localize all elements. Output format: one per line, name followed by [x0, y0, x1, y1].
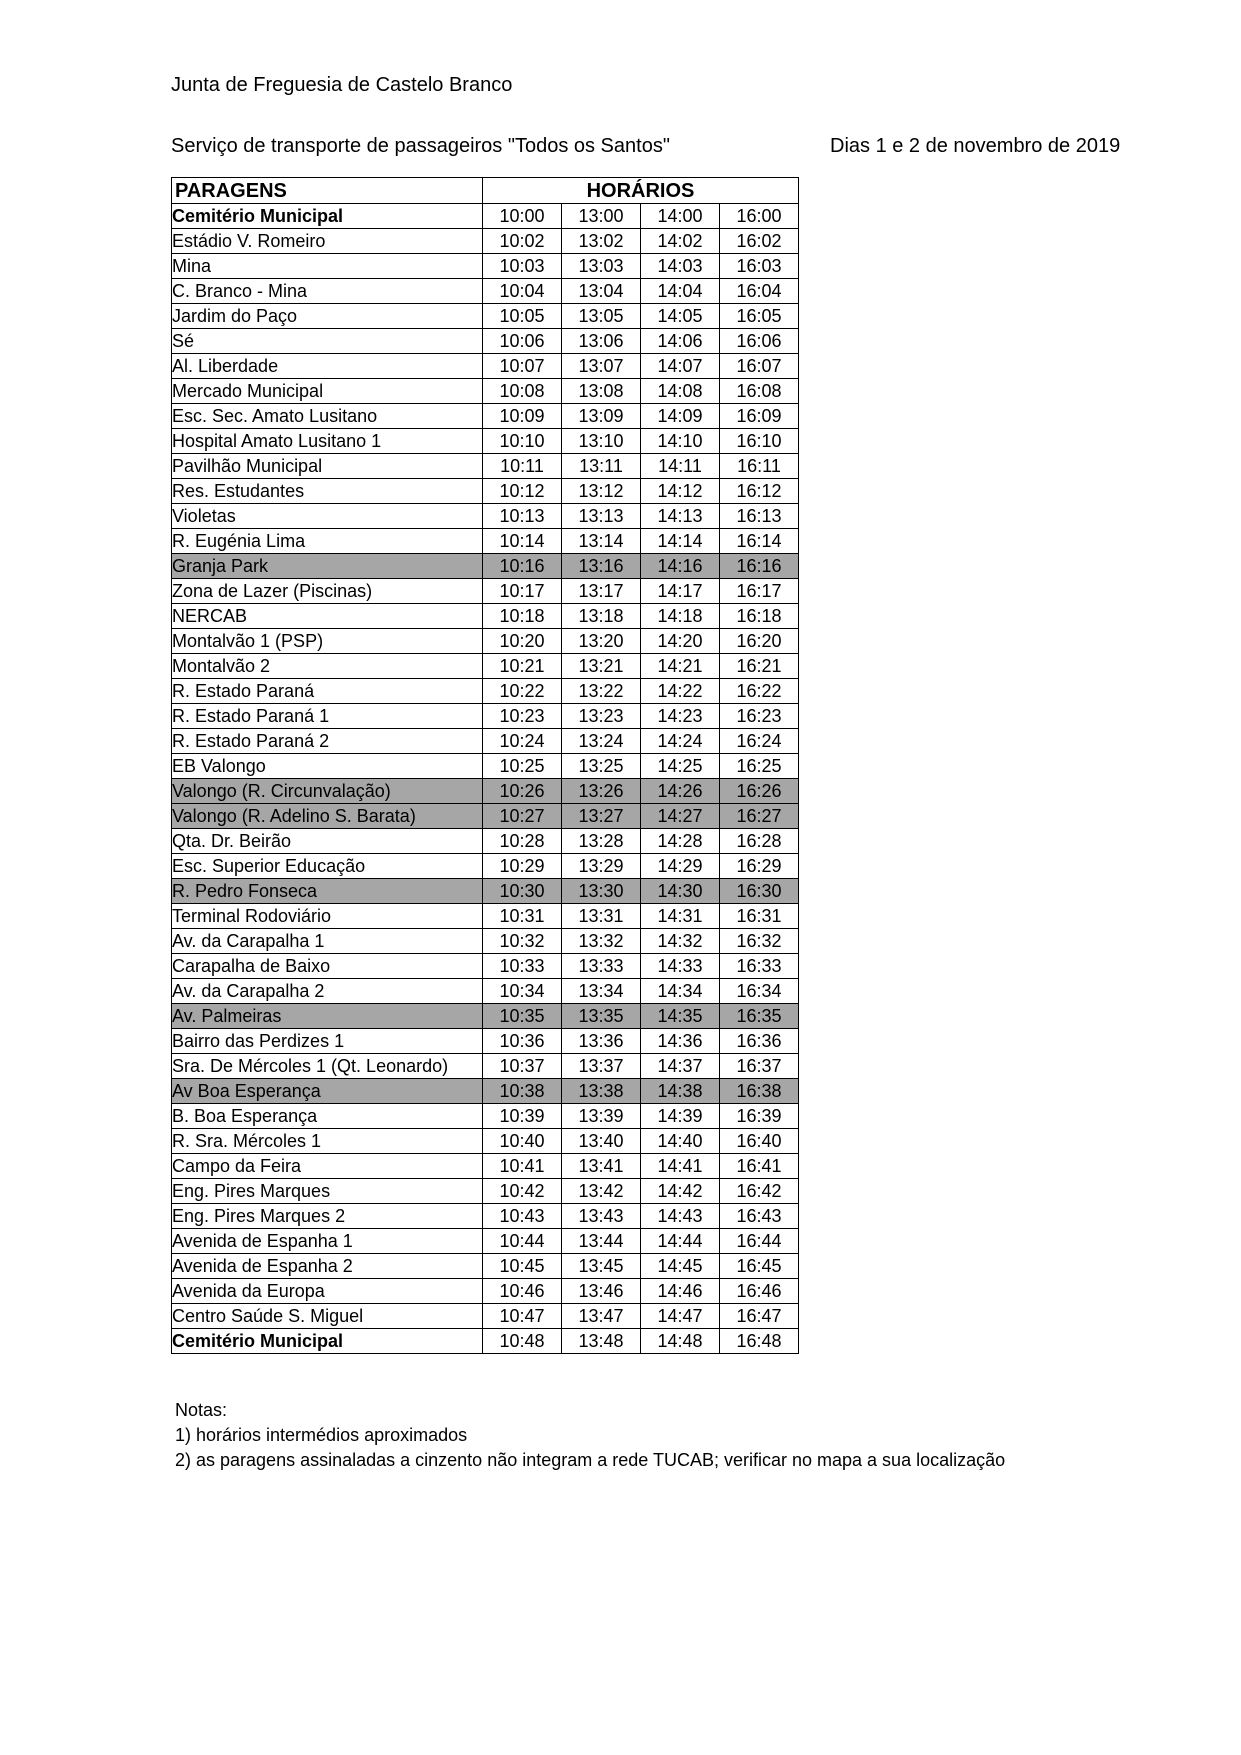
departure-time: 14:07 [641, 354, 720, 379]
table-row [172, 354, 799, 379]
departure-time: 14:23 [641, 704, 720, 729]
departure-time: 16:17 [720, 579, 799, 604]
table-row [172, 204, 799, 229]
departure-time: 13:13 [562, 504, 641, 529]
departure-time: 13:18 [562, 604, 641, 629]
table-row [172, 454, 799, 479]
departure-time: 16:32 [720, 929, 799, 954]
departure-time: 13:25 [562, 754, 641, 779]
departure-time: 10:32 [483, 929, 562, 954]
departure-time: 10:21 [483, 654, 562, 679]
departure-time: 16:25 [720, 754, 799, 779]
departure-time: 14:40 [641, 1129, 720, 1154]
stop-name: Pavilhão Municipal [172, 454, 483, 479]
departure-time: 10:35 [483, 1004, 562, 1029]
stop-name: Av Boa Esperança [172, 1079, 483, 1104]
departure-time: 13:37 [562, 1054, 641, 1079]
departure-time: 16:00 [720, 204, 799, 229]
stop-name: Av. da Carapalha 2 [172, 979, 483, 1004]
stop-name: Jardim do Paço [172, 304, 483, 329]
table-row [172, 329, 799, 354]
table-row [172, 229, 799, 254]
departure-time: 10:06 [483, 329, 562, 354]
table-row [172, 1279, 799, 1304]
departure-time: 14:34 [641, 979, 720, 1004]
departure-time: 14:18 [641, 604, 720, 629]
departure-time: 14:00 [641, 204, 720, 229]
departure-time: 16:43 [720, 1204, 799, 1229]
stop-name: Bairro das Perdizes 1 [172, 1029, 483, 1054]
table-row [172, 1204, 799, 1229]
departure-time: 10:37 [483, 1054, 562, 1079]
departure-time: 16:29 [720, 854, 799, 879]
departure-time: 16:12 [720, 479, 799, 504]
departure-time: 13:28 [562, 829, 641, 854]
column-header-stops: PARAGENS [172, 178, 483, 204]
departure-time: 16:26 [720, 779, 799, 804]
stop-name: EB Valongo [172, 754, 483, 779]
departure-time: 16:37 [720, 1054, 799, 1079]
departure-time: 13:03 [562, 254, 641, 279]
table-row [172, 754, 799, 779]
notes [175, 1398, 1005, 1473]
departure-time: 14:29 [641, 854, 720, 879]
departure-time: 16:41 [720, 1154, 799, 1179]
departure-time: 14:20 [641, 629, 720, 654]
table-row [172, 604, 799, 629]
departure-time: 16:18 [720, 604, 799, 629]
stop-name: Esc. Sec. Amato Lusitano [172, 404, 483, 429]
stop-name: R. Eugénia Lima [172, 529, 483, 554]
departure-time: 16:44 [720, 1229, 799, 1254]
stop-name: Cemitério Municipal [172, 204, 483, 229]
departure-time: 10:09 [483, 404, 562, 429]
departure-time: 13:14 [562, 529, 641, 554]
stop-name: Zona de Lazer (Piscinas) [172, 579, 483, 604]
departure-time: 13:43 [562, 1204, 641, 1229]
departure-time: 14:28 [641, 829, 720, 854]
departure-time: 14:33 [641, 954, 720, 979]
departure-time: 14:46 [641, 1279, 720, 1304]
stop-name: Eng. Pires Marques [172, 1179, 483, 1204]
departure-time: 16:21 [720, 654, 799, 679]
stop-name: R. Estado Paraná [172, 679, 483, 704]
departure-time: 10:00 [483, 204, 562, 229]
departure-time: 14:08 [641, 379, 720, 404]
stop-name: Res. Estudantes [172, 479, 483, 504]
stop-name: Valongo (R. Adelino S. Barata) [172, 804, 483, 829]
stop-name: Granja Park [172, 554, 483, 579]
departure-time: 10:07 [483, 354, 562, 379]
table-row [172, 1154, 799, 1179]
departure-time: 10:30 [483, 879, 562, 904]
note-item: 1) horários intermédios aproximados [175, 1425, 468, 1445]
departure-time: 10:04 [483, 279, 562, 304]
table-row [172, 479, 799, 504]
table-row [172, 1054, 799, 1079]
departure-time: 16:33 [720, 954, 799, 979]
departure-time: 10:33 [483, 954, 562, 979]
departure-time: 14:43 [641, 1204, 720, 1229]
departure-time: 16:36 [720, 1029, 799, 1054]
departure-time: 13:40 [562, 1129, 641, 1154]
table-row [172, 629, 799, 654]
departure-time: 14:44 [641, 1229, 720, 1254]
departure-time: 16:38 [720, 1079, 799, 1104]
departure-time: 13:29 [562, 854, 641, 879]
departure-time: 10:42 [483, 1179, 562, 1204]
departure-time: 16:24 [720, 729, 799, 754]
departure-time: 13:27 [562, 804, 641, 829]
stop-name: Esc. Superior Educação [172, 854, 483, 879]
stop-name: NERCAB [172, 604, 483, 629]
stop-name: Campo da Feira [172, 1154, 483, 1179]
departure-time: 10:10 [483, 429, 562, 454]
table-row [172, 804, 799, 829]
departure-time: 14:37 [641, 1054, 720, 1079]
stop-name: R. Estado Paraná 1 [172, 704, 483, 729]
departure-time: 14:31 [641, 904, 720, 929]
departure-time: 13:45 [562, 1254, 641, 1279]
departure-time: 10:46 [483, 1279, 562, 1304]
departure-time: 13:34 [562, 979, 641, 1004]
departure-time: 10:12 [483, 479, 562, 504]
departure-time: 13:42 [562, 1179, 641, 1204]
stop-name: Montalvão 2 [172, 654, 483, 679]
departure-time: 10:36 [483, 1029, 562, 1054]
table-row [172, 1229, 799, 1254]
departure-time: 13:06 [562, 329, 641, 354]
departure-time: 10:28 [483, 829, 562, 854]
departure-time: 10:13 [483, 504, 562, 529]
organization-title: Junta de Freguesia de Castelo Branco [171, 74, 513, 96]
departure-time: 10:47 [483, 1304, 562, 1329]
stop-name: Qta. Dr. Beirão [172, 829, 483, 854]
departure-time: 14:13 [641, 504, 720, 529]
departure-time: 10:38 [483, 1079, 562, 1104]
table-row [172, 704, 799, 729]
departure-time: 14:36 [641, 1029, 720, 1054]
departure-time: 13:12 [562, 479, 641, 504]
departure-time: 14:10 [641, 429, 720, 454]
departure-time: 10:18 [483, 604, 562, 629]
departure-time: 10:48 [483, 1329, 562, 1354]
stop-name: Al. Liberdade [172, 354, 483, 379]
table-row [172, 1029, 799, 1054]
departure-time: 14:12 [641, 479, 720, 504]
departure-time: 13:07 [562, 354, 641, 379]
departure-time: 16:34 [720, 979, 799, 1004]
departure-time: 10:29 [483, 854, 562, 879]
table-row [172, 1179, 799, 1204]
departure-time: 16:48 [720, 1329, 799, 1354]
departure-time: 10:40 [483, 1129, 562, 1154]
departure-time: 16:06 [720, 329, 799, 354]
departure-time: 16:07 [720, 354, 799, 379]
table-row [172, 1329, 799, 1354]
departure-time: 13:35 [562, 1004, 641, 1029]
table-row [172, 954, 799, 979]
departure-time: 13:44 [562, 1229, 641, 1254]
table-row [172, 679, 799, 704]
departure-time: 14:41 [641, 1154, 720, 1179]
table-row [172, 1004, 799, 1029]
departure-time: 16:13 [720, 504, 799, 529]
table-row [172, 529, 799, 554]
departure-time: 13:05 [562, 304, 641, 329]
table-row [172, 854, 799, 879]
departure-time: 10:05 [483, 304, 562, 329]
departure-time: 10:31 [483, 904, 562, 929]
table-row [172, 779, 799, 804]
stop-name: Carapalha de Baixo [172, 954, 483, 979]
table-row [172, 504, 799, 529]
departure-time: 13:16 [562, 554, 641, 579]
departure-time: 13:08 [562, 379, 641, 404]
table-row [172, 1254, 799, 1279]
departure-time: 14:42 [641, 1179, 720, 1204]
departure-time: 10:23 [483, 704, 562, 729]
departure-time: 13:00 [562, 204, 641, 229]
table-row [172, 404, 799, 429]
departure-time: 13:38 [562, 1079, 641, 1104]
departure-time: 14:25 [641, 754, 720, 779]
stop-name: Av. Palmeiras [172, 1004, 483, 1029]
departure-time: 14:14 [641, 529, 720, 554]
departure-time: 16:40 [720, 1129, 799, 1154]
departure-time: 13:30 [562, 879, 641, 904]
departure-time: 13:24 [562, 729, 641, 754]
note-item: 2) as paragens assinaladas a cinzento não integram a rede TUCAB; verificar no mapa a sua localização [175, 1450, 1006, 1470]
table-row [172, 979, 799, 1004]
departure-time: 16:10 [720, 429, 799, 454]
departure-time: 16:20 [720, 629, 799, 654]
table-row [172, 879, 799, 904]
departure-time: 10:24 [483, 729, 562, 754]
departure-time: 14:05 [641, 304, 720, 329]
departure-time: 16:05 [720, 304, 799, 329]
departure-time: 13:09 [562, 404, 641, 429]
departure-time: 14:48 [641, 1329, 720, 1354]
departure-time: 16:16 [720, 554, 799, 579]
table-row [172, 1104, 799, 1129]
departure-time: 13:46 [562, 1279, 641, 1304]
departure-time: 14:32 [641, 929, 720, 954]
departure-time: 14:39 [641, 1104, 720, 1129]
departure-time: 10:20 [483, 629, 562, 654]
departure-time: 10:43 [483, 1204, 562, 1229]
timetable [171, 177, 799, 1354]
departure-time: 14:06 [641, 329, 720, 354]
table-row [172, 1304, 799, 1329]
departure-time: 13:04 [562, 279, 641, 304]
service-dates: Dias 1 e 2 de novembro de 2019 [830, 135, 1121, 157]
stop-name: Mercado Municipal [172, 379, 483, 404]
departure-time: 16:02 [720, 229, 799, 254]
departure-time: 13:26 [562, 779, 641, 804]
departure-time: 16:14 [720, 529, 799, 554]
departure-time: 16:04 [720, 279, 799, 304]
stop-name: Valongo (R. Circunvalação) [172, 779, 483, 804]
departure-time: 14:47 [641, 1304, 720, 1329]
departure-time: 16:03 [720, 254, 799, 279]
departure-time: 14:45 [641, 1254, 720, 1279]
departure-time: 16:23 [720, 704, 799, 729]
departure-time: 16:27 [720, 804, 799, 829]
stop-name: C. Branco - Mina [172, 279, 483, 304]
table-row [172, 904, 799, 929]
departure-time: 13:10 [562, 429, 641, 454]
departure-time: 10:27 [483, 804, 562, 829]
departure-time: 13:22 [562, 679, 641, 704]
service-title: Serviço de transporte de passageiros "Todos os Santos" [171, 135, 670, 157]
departure-time: 10:34 [483, 979, 562, 1004]
table-row [172, 729, 799, 754]
departure-time: 16:30 [720, 879, 799, 904]
departure-time: 13:02 [562, 229, 641, 254]
departure-time: 10:26 [483, 779, 562, 804]
table-row [172, 429, 799, 454]
departure-time: 10:44 [483, 1229, 562, 1254]
departure-time: 10:25 [483, 754, 562, 779]
departure-time: 14:02 [641, 229, 720, 254]
stop-name: Eng. Pires Marques 2 [172, 1204, 483, 1229]
departure-time: 16:47 [720, 1304, 799, 1329]
departure-time: 14:24 [641, 729, 720, 754]
departure-time: 13:39 [562, 1104, 641, 1129]
table-row [172, 554, 799, 579]
stop-name: Avenida de Espanha 1 [172, 1229, 483, 1254]
departure-time: 14:09 [641, 404, 720, 429]
departure-time: 16:09 [720, 404, 799, 429]
departure-time: 16:45 [720, 1254, 799, 1279]
departure-time: 10:14 [483, 529, 562, 554]
departure-time: 16:31 [720, 904, 799, 929]
table-row [172, 279, 799, 304]
stop-name: B. Boa Esperança [172, 1104, 483, 1129]
departure-time: 10:08 [483, 379, 562, 404]
notes-title: Notas: [175, 1400, 228, 1420]
departure-time: 10:17 [483, 579, 562, 604]
table-row [172, 579, 799, 604]
stop-name: Sé [172, 329, 483, 354]
stop-name: Centro Saúde S. Miguel [172, 1304, 483, 1329]
departure-time: 13:23 [562, 704, 641, 729]
stop-name: Violetas [172, 504, 483, 529]
departure-time: 10:41 [483, 1154, 562, 1179]
departure-time: 13:32 [562, 929, 641, 954]
table-row [172, 1129, 799, 1154]
departure-time: 10:02 [483, 229, 562, 254]
departure-time: 13:17 [562, 579, 641, 604]
departure-time: 14:22 [641, 679, 720, 704]
timetable-header-row [172, 178, 799, 204]
stop-name: Av. da Carapalha 1 [172, 929, 483, 954]
departure-time: 13:48 [562, 1329, 641, 1354]
departure-time: 13:41 [562, 1154, 641, 1179]
table-row [172, 304, 799, 329]
departure-time: 10:11 [483, 454, 562, 479]
stop-name: Sra. De Mércoles 1 (Qt. Leonardo) [172, 1054, 483, 1079]
stop-name: Estádio V. Romeiro [172, 229, 483, 254]
table-row [172, 829, 799, 854]
stop-name: R. Estado Paraná 2 [172, 729, 483, 754]
stop-name: Cemitério Municipal [172, 1329, 483, 1354]
departure-time: 10:45 [483, 1254, 562, 1279]
stop-name: Avenida de Espanha 2 [172, 1254, 483, 1279]
table-row [172, 379, 799, 404]
column-header-times: HORÁRIOS [483, 178, 799, 204]
departure-time: 13:20 [562, 629, 641, 654]
departure-time: 10:03 [483, 254, 562, 279]
departure-time: 10:39 [483, 1104, 562, 1129]
table-row [172, 654, 799, 679]
stop-name: Hospital Amato Lusitano 1 [172, 429, 483, 454]
departure-time: 16:46 [720, 1279, 799, 1304]
table-row [172, 1079, 799, 1104]
departure-time: 16:22 [720, 679, 799, 704]
departure-time: 14:17 [641, 579, 720, 604]
departure-time: 14:26 [641, 779, 720, 804]
stop-name: Terminal Rodoviário [172, 904, 483, 929]
timetable-body [172, 204, 799, 1354]
departure-time: 10:16 [483, 554, 562, 579]
departure-time: 16:35 [720, 1004, 799, 1029]
departure-time: 14:35 [641, 1004, 720, 1029]
departure-time: 14:27 [641, 804, 720, 829]
departure-time: 13:47 [562, 1304, 641, 1329]
table-row [172, 254, 799, 279]
departure-time: 13:36 [562, 1029, 641, 1054]
departure-time: 13:31 [562, 904, 641, 929]
departure-time: 16:42 [720, 1179, 799, 1204]
stop-name: Mina [172, 254, 483, 279]
stop-name: R. Pedro Fonseca [172, 879, 483, 904]
departure-time: 10:22 [483, 679, 562, 704]
departure-time: 14:21 [641, 654, 720, 679]
stop-name: Avenida da Europa [172, 1279, 483, 1304]
departure-time: 14:04 [641, 279, 720, 304]
departure-time: 14:38 [641, 1079, 720, 1104]
departure-time: 14:16 [641, 554, 720, 579]
departure-time: 14:30 [641, 879, 720, 904]
stop-name: Montalvão 1 (PSP) [172, 629, 483, 654]
departure-time: 13:21 [562, 654, 641, 679]
departure-time: 13:11 [562, 454, 641, 479]
stop-name: R. Sra. Mércoles 1 [172, 1129, 483, 1154]
departure-time: 16:08 [720, 379, 799, 404]
departure-time: 16:11 [720, 454, 799, 479]
table-row [172, 929, 799, 954]
departure-time: 16:39 [720, 1104, 799, 1129]
departure-time: 14:03 [641, 254, 720, 279]
departure-time: 13:33 [562, 954, 641, 979]
departure-time: 16:28 [720, 829, 799, 854]
departure-time: 14:11 [641, 454, 720, 479]
